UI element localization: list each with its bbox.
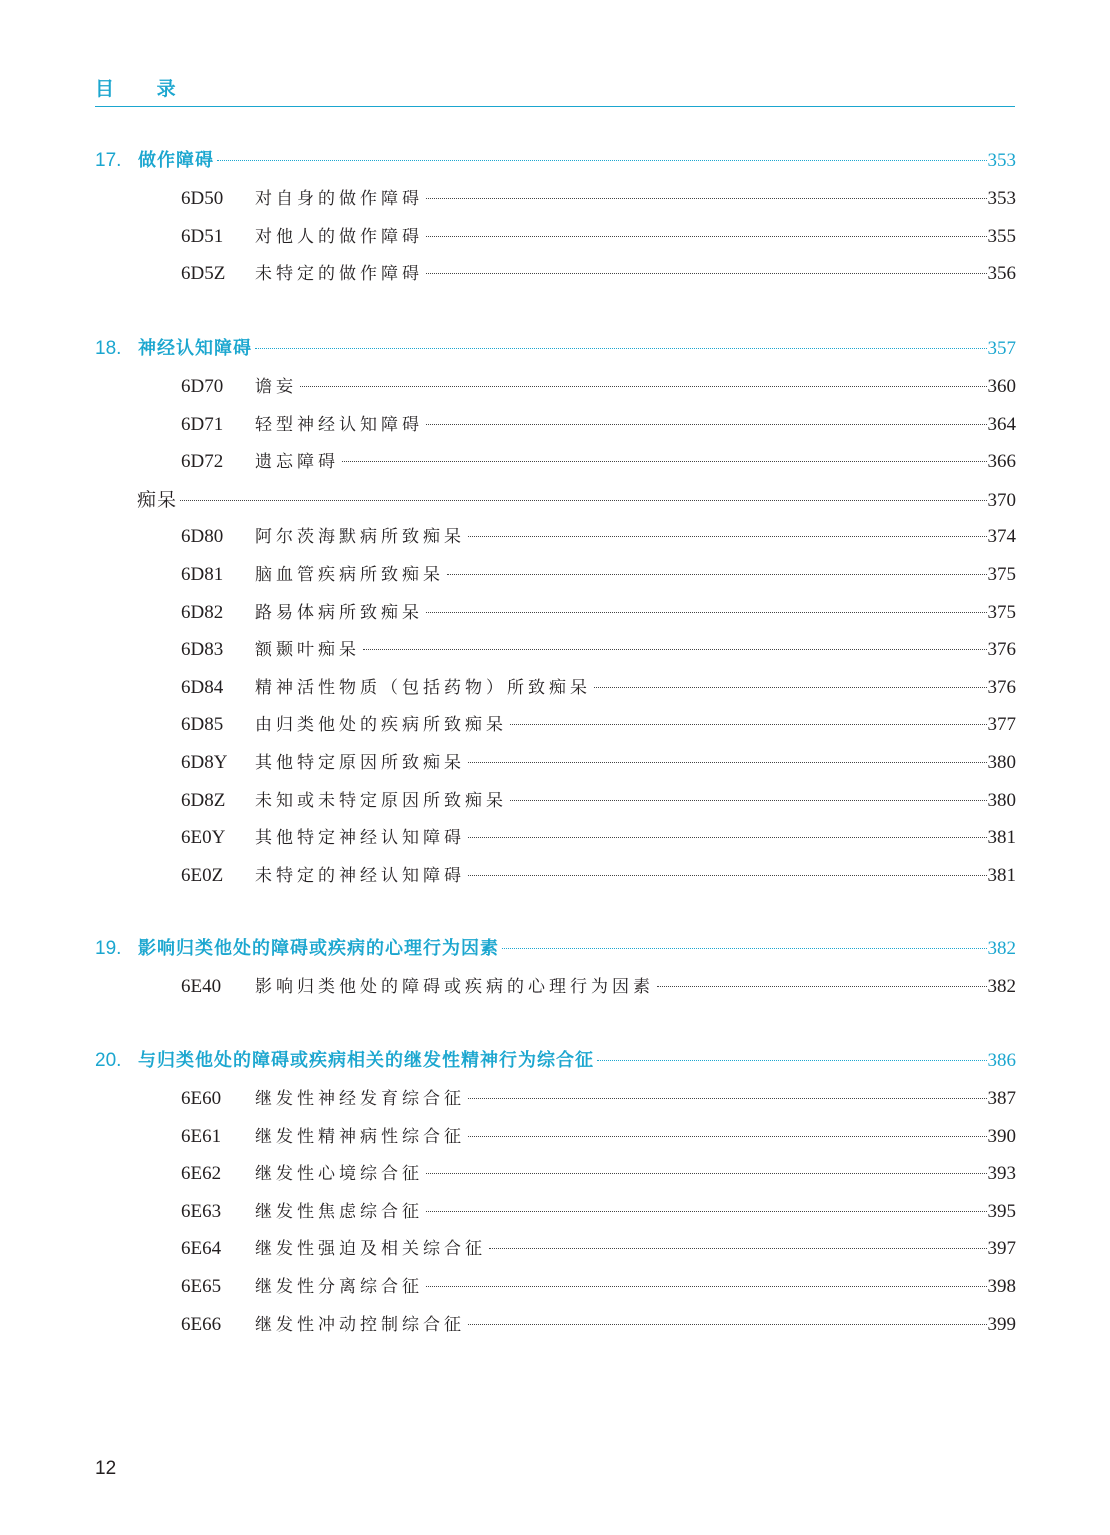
toc-entry[interactable] — [181, 972, 1016, 998]
entry-title: 未知或未特定原因所致痴呆 — [255, 790, 507, 811]
entry-title: 谵妄 — [255, 377, 297, 397]
toc-entry[interactable] — [181, 748, 1016, 774]
chapter-number: 20. — [95, 1050, 122, 1071]
entry-page: 376 — [987, 639, 1016, 661]
toc-entry[interactable] — [181, 560, 1016, 586]
dot-leader — [468, 762, 987, 763]
entry-page: 382 — [987, 976, 1016, 997]
dot-leader — [468, 875, 987, 876]
chapter-title: 影响归类他处的障碍或疾病的心理行为因素 — [138, 938, 499, 959]
entry-code: 6E40 — [181, 976, 222, 997]
entry-page: 376 — [987, 676, 1016, 698]
entry-title: 额颞叶痴呆 — [255, 640, 360, 661]
entry-code: 6D8Z — [181, 789, 226, 811]
entry-title: 未特定的神经认知障碍 — [255, 865, 465, 886]
dot-leader — [468, 1324, 987, 1325]
entry-title: 未特定的做作障碍 — [255, 264, 423, 285]
entry-code: 6D85 — [181, 714, 224, 736]
entry-page: 381 — [987, 827, 1016, 849]
dot-leader — [426, 612, 987, 613]
entry-title: 对自身的做作障碍 — [255, 189, 423, 209]
entry-page: 377 — [987, 714, 1016, 736]
entry-code: 6D80 — [181, 526, 224, 548]
dot-leader — [426, 198, 987, 199]
toc-entry[interactable] — [181, 786, 1016, 812]
page-number: 12 — [95, 1458, 117, 1479]
entry-code: 6D70 — [181, 376, 224, 397]
entry-page: 393 — [987, 1163, 1016, 1185]
entry-code: 6D71 — [181, 413, 224, 435]
toc-entry[interactable] — [181, 635, 1016, 661]
toc-entry[interactable] — [181, 372, 1016, 398]
entry-page: 366 — [987, 451, 1016, 473]
dot-leader — [255, 348, 987, 349]
chapter-entry[interactable] — [95, 146, 1016, 172]
entry-code: 6E66 — [181, 1313, 222, 1335]
entry-code: 6E65 — [181, 1276, 222, 1297]
entry-page: 364 — [987, 413, 1016, 435]
dot-leader — [426, 236, 987, 237]
entry-code: 6D72 — [181, 451, 224, 473]
entry-page: 353 — [987, 188, 1016, 209]
entry-code: 6D82 — [181, 601, 224, 623]
entry-code: 6E0Y — [181, 827, 226, 849]
dot-leader — [363, 649, 987, 650]
chapter-title: 做作障碍 — [138, 150, 214, 171]
entry-page: 399 — [987, 1313, 1016, 1335]
entry-title: 精神活性物质（包括药物）所致痴呆 — [255, 677, 591, 698]
entry-title: 继发性焦虑综合征 — [255, 1201, 423, 1222]
dot-leader — [300, 386, 987, 387]
dot-leader — [502, 948, 987, 949]
toc-entry[interactable] — [181, 1234, 1016, 1260]
dot-leader — [468, 536, 987, 537]
entry-code: 6D83 — [181, 639, 224, 661]
entry-title: 其他特定原因所致痴呆 — [255, 753, 465, 773]
chapter-entry[interactable] — [95, 334, 1016, 360]
dot-leader — [426, 1173, 987, 1174]
toc-entry[interactable] — [181, 1122, 1016, 1148]
toc-entry[interactable] — [181, 1084, 1016, 1110]
chapter-entry[interactable] — [95, 1046, 1016, 1072]
chapter-title: 神经认知障碍 — [138, 338, 252, 359]
entry-page: 380 — [987, 789, 1016, 811]
entry-title: 对他人的做作障碍 — [255, 226, 423, 247]
entry-page: 374 — [987, 526, 1016, 548]
entry-page: 398 — [987, 1276, 1016, 1297]
toc-entry[interactable] — [181, 522, 1016, 548]
entry-title: 其他特定神经认知障碍 — [255, 828, 465, 849]
entry-page: 380 — [987, 752, 1016, 773]
dot-leader — [180, 500, 986, 501]
chapter-page: 386 — [987, 1050, 1016, 1071]
dot-leader — [597, 1060, 987, 1061]
entry-code: 6D5Z — [181, 263, 226, 285]
dot-leader — [447, 574, 987, 575]
entry-code: 6E60 — [181, 1088, 222, 1109]
chapter-page: 353 — [987, 150, 1016, 171]
dot-leader — [468, 837, 987, 838]
dot-leader — [342, 461, 987, 462]
entry-code: 6E0Z — [181, 864, 224, 886]
entry-title: 继发性神经发育综合征 — [255, 1089, 465, 1109]
toc-entry[interactable] — [181, 1310, 1016, 1336]
toc-header: 目 录 — [95, 78, 194, 100]
entry-code: 6E62 — [181, 1163, 222, 1185]
entry-page: 381 — [987, 864, 1016, 886]
entry-title: 脑血管疾病所致痴呆 — [255, 565, 444, 585]
entry-code: 6D84 — [181, 676, 224, 698]
toc-entry[interactable] — [181, 184, 1016, 210]
entry-page: 390 — [987, 1125, 1016, 1147]
subcategory-entry[interactable] — [137, 485, 1016, 511]
entry-page: 360 — [987, 376, 1016, 397]
toc-entry[interactable] — [181, 1272, 1016, 1298]
toc-entry[interactable] — [181, 861, 1016, 887]
dot-leader — [657, 986, 987, 987]
entry-page: 375 — [987, 601, 1016, 623]
entry-page: 387 — [987, 1088, 1016, 1109]
dot-leader — [426, 1286, 987, 1287]
dot-leader — [217, 160, 987, 161]
chapter-title: 与归类他处的障碍或疾病相关的继发性精神行为综合征 — [138, 1050, 594, 1071]
chapter-number: 19. — [95, 938, 122, 959]
chapter-number: 17. — [95, 150, 122, 171]
entry-title: 轻型神经认知障碍 — [255, 414, 423, 435]
entry-code: 6D51 — [181, 225, 224, 247]
entry-title: 继发性精神病性综合征 — [255, 1126, 465, 1147]
dot-leader — [468, 1136, 987, 1137]
entry-title: 继发性心境综合征 — [255, 1164, 423, 1185]
dot-leader — [426, 1211, 987, 1212]
toc-entry[interactable] — [181, 1159, 1016, 1185]
toc-entry[interactable] — [181, 823, 1016, 849]
entry-title: 继发性分离综合征 — [255, 1277, 423, 1297]
chapter-entry[interactable] — [95, 934, 1016, 960]
entry-title: 遗忘障碍 — [255, 452, 339, 473]
dot-leader — [489, 1248, 987, 1249]
entry-title: 继发性强迫及相关综合征 — [255, 1239, 486, 1260]
toc-entry[interactable] — [181, 673, 1016, 699]
entry-title: 路易体病所致痴呆 — [255, 602, 423, 623]
entry-page: 356 — [987, 263, 1016, 285]
dot-leader — [594, 687, 987, 688]
toc-entry[interactable] — [181, 222, 1016, 248]
header-rule — [95, 106, 1015, 107]
entry-title: 由归类他处的疾病所致痴呆 — [255, 715, 507, 736]
entry-code: 6E64 — [181, 1238, 222, 1260]
entry-code: 6E63 — [181, 1200, 222, 1222]
entry-title: 继发性冲动控制综合征 — [255, 1314, 465, 1335]
entry-code: 6D50 — [181, 188, 224, 209]
dot-leader — [510, 800, 987, 801]
entry-page: 355 — [987, 225, 1016, 247]
toc-entry[interactable] — [181, 259, 1016, 285]
dot-leader — [468, 1098, 987, 1099]
entry-page: 395 — [987, 1200, 1016, 1222]
entry-code: 6D81 — [181, 564, 224, 585]
dot-leader — [426, 424, 987, 425]
chapter-page: 382 — [987, 938, 1016, 959]
toc-entry[interactable] — [181, 1197, 1016, 1223]
dot-leader — [426, 273, 987, 274]
toc-entry[interactable] — [181, 447, 1016, 473]
toc-entry[interactable] — [181, 710, 1016, 736]
entry-code: 6D8Y — [181, 752, 228, 773]
entry-title: 影响归类他处的障碍或疾病的心理行为因素 — [255, 977, 654, 997]
toc-entry[interactable] — [181, 598, 1016, 624]
chapter-number: 18. — [95, 338, 122, 359]
entry-page: 397 — [987, 1238, 1016, 1260]
entry-title: 痴呆 — [137, 488, 178, 511]
entry-title: 阿尔茨海默病所致痴呆 — [255, 527, 465, 548]
entry-page: 370 — [987, 489, 1016, 511]
chapter-page: 357 — [987, 338, 1016, 359]
entry-page: 375 — [987, 564, 1016, 585]
toc-entry[interactable] — [181, 410, 1016, 436]
entry-code: 6E61 — [181, 1125, 222, 1147]
dot-leader — [510, 724, 987, 725]
